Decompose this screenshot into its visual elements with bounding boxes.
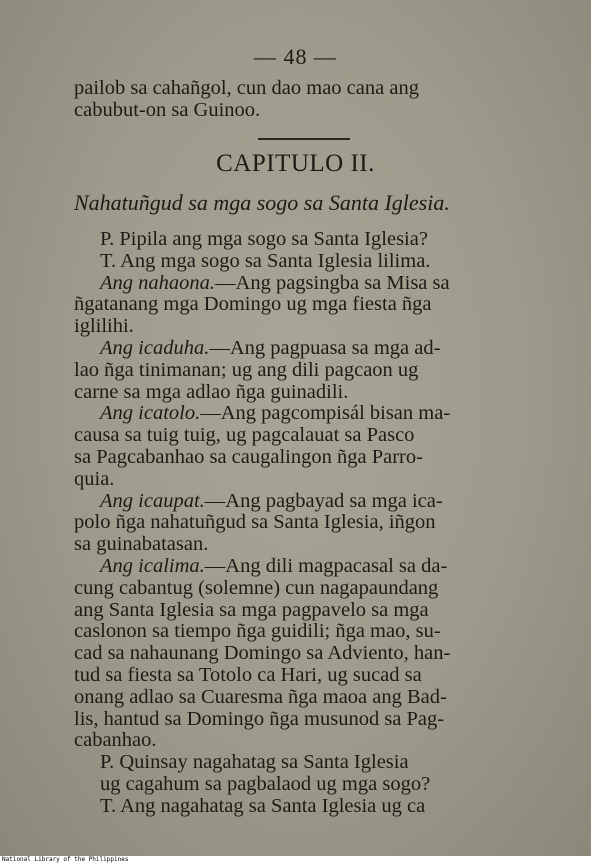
body-line — [74, 381, 544, 403]
body-line — [100, 250, 570, 272]
body-line — [74, 599, 544, 621]
line-text: P. Pipila ang mga sogo sa Santa Iglesia? — [100, 228, 428, 250]
line-text: caslonon sa tiempo ñga guidili; ñga mao, su- — [74, 620, 441, 643]
chapter-title: CAPITULO II. — [216, 150, 375, 177]
paragraph-lead: Ang icalima. — [100, 555, 205, 577]
body-line — [74, 446, 544, 468]
paragraph-lead: Ang icaupat. — [100, 489, 205, 512]
paragraph-lead: Ang icatolo. — [100, 402, 201, 425]
body-line — [100, 795, 570, 817]
body-line — [74, 315, 544, 337]
body-line — [74, 293, 544, 315]
line-text: ug cagahum sa pagbalaod ug mga sogo? — [100, 773, 431, 795]
line-text: —Ang pagbayad sa mga ica- — [204, 489, 443, 512]
line-text: T. Ang nagahatag sa Santa Iglesia ug ca — [100, 794, 426, 817]
line-text: T. Ang mga sogo sa Santa Iglesia lilima. — [100, 249, 431, 272]
line-text: sa guinabatasan. — [74, 533, 209, 556]
section-divider — [258, 138, 350, 140]
line-text: causa sa tuig tuig, ug pagcalauat sa Pasco — [74, 424, 415, 447]
line-text: P. Quinsay nagahatag sa Santa Iglesia — [100, 751, 409, 774]
body-line — [74, 642, 544, 664]
body-line — [74, 468, 544, 490]
body-line — [74, 729, 544, 751]
body-line — [100, 773, 570, 795]
line-text: cad sa nahaunang Domingo sa Adviento, han- — [74, 642, 451, 665]
body-line — [100, 228, 570, 250]
intro-line-1: pailob sa cahañgol, cun dao mao cana ang — [74, 77, 419, 99]
body-line — [74, 664, 544, 686]
body-line — [74, 359, 544, 381]
line-text: carne sa mga adlao ñga guinadili. — [74, 380, 349, 403]
line-text: lao ñga tinimanan; ug ang dili pagcaon ug — [74, 358, 419, 381]
line-text: sa Pagcabanhao sa caugalingon ñga Parro- — [74, 446, 423, 468]
line-text: ang Santa Iglesia sa mga pagpavelo sa mga — [74, 598, 429, 621]
paragraph-lead: Ang icaduha. — [100, 337, 210, 359]
intro-line-2: cabubut-on sa Guinoo. — [74, 99, 261, 121]
line-text: polo ñga nahatuñgud sa Santa Iglesia, iñgon — [74, 511, 436, 534]
line-text: cung cabantug (solemne) cun nagapaundang — [74, 576, 439, 599]
line-text: —Ang pagpuasa sa mga ad- — [209, 337, 441, 359]
line-text: —Ang pagcompisál bisan ma- — [200, 402, 451, 425]
line-text: —Ang dili magpacasal sa da- — [204, 555, 448, 577]
body-line — [74, 577, 544, 599]
body-line — [74, 686, 544, 708]
line-text: quia. — [74, 467, 115, 490]
body-line — [100, 555, 570, 577]
body-line — [74, 708, 544, 730]
line-text: lis, hantud sa Domingo ñga musunod sa Pag- — [74, 707, 445, 730]
paragraph-lead: Ang nahaona. — [100, 271, 216, 294]
line-text: ñgatanang mga Domingo ug mga fiesta ñga — [74, 293, 432, 316]
line-text: onang adlao sa Cuaresma ñga maoa ang Bad- — [74, 685, 447, 708]
body-line — [100, 272, 570, 294]
body-line — [100, 337, 570, 359]
page-number: — 48 — — [254, 44, 337, 69]
line-text: tud sa fiesta sa Totolo ca Hari, ug sucad sa — [74, 664, 422, 686]
body-line — [74, 533, 544, 555]
library-footer: National Library of the Philippines — [0, 856, 591, 863]
body-line — [74, 620, 544, 642]
line-text: cabanhao. — [74, 729, 157, 752]
body-line — [100, 490, 570, 512]
body-line — [100, 402, 570, 424]
body-line — [74, 424, 544, 446]
body-line — [74, 511, 544, 533]
chapter-subtitle: Nahatuñgud sa mga sogo sa Santa Iglesia. — [74, 190, 450, 215]
line-text: iglilihi. — [74, 315, 134, 338]
body-line — [100, 751, 570, 773]
line-text: —Ang pagsingba sa Misa sa — [215, 271, 450, 294]
